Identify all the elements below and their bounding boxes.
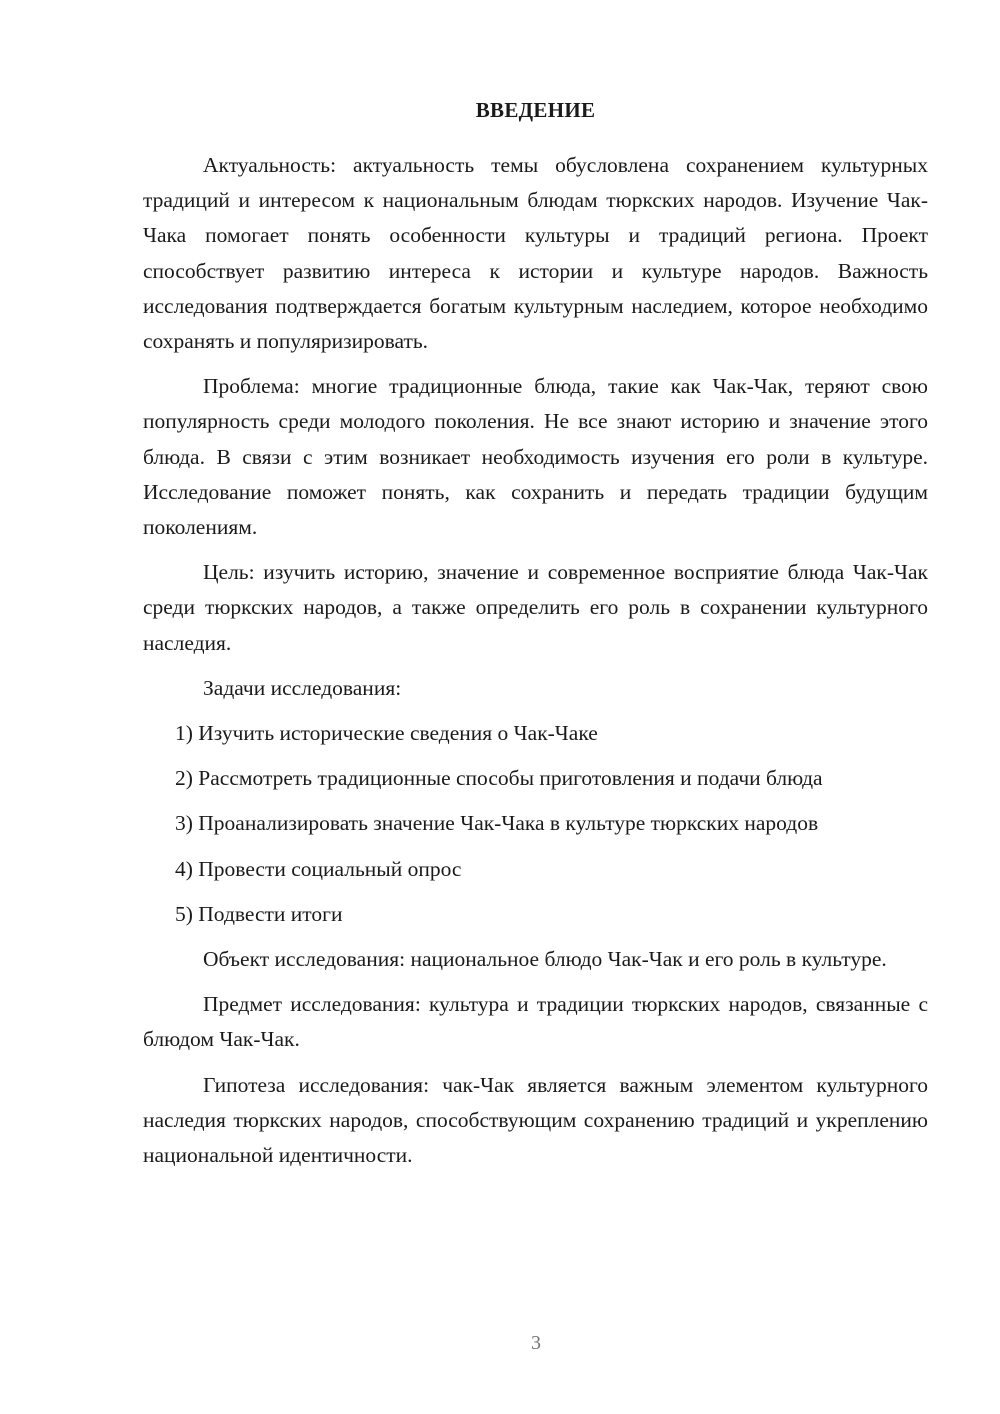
paragraph-object: Объект исследования: национальное блюдо Чак-Чак и его роль в культуре. bbox=[203, 947, 887, 972]
task-item-3: 3) Проанализировать значение Чак-Чака в культуре тюркских народов bbox=[175, 811, 819, 836]
paragraph-goal: Цель: изучить историю, значение и современное восприятие блюда Чак-Чак среди тюркских народов, а также определить его роль в сохранении культурного наследия. bbox=[143, 560, 928, 655]
task-item-1: 1) Изучить исторические сведения о Чак-Чаке bbox=[175, 721, 598, 746]
section-title: ВВЕДЕНИЕ bbox=[475, 98, 596, 122]
paragraph-subject: Предмет исследования: культура и традиции тюркских народов, связанные с блюдом Чак-Чак. bbox=[143, 992, 928, 1052]
tasks-heading: Задачи исследования: bbox=[203, 675, 402, 700]
paragraph-relevance: Актуальность: актуальность темы обусловлена сохранением культурных традиций и интересом к национальным блюдам тюркских народов. Изучение Чак-Чака помогает понять особенности культуры и традиций региона. Проект способствует развитию интереса к истории и культуре народов. Важность исследования подтверждается богатым культурным наследием, которое необходимо сохранять и популяризировать. bbox=[143, 153, 928, 354]
paragraph-hypothesis: Гипотеза исследования: чак-Чак является важным элементом культурного наследия тюркских народов, способствующим сохранению традиций и укреплению национальной идентичности. bbox=[143, 1072, 928, 1168]
task-item-5: 5) Подвести итоги bbox=[175, 901, 343, 926]
page-number: 3 bbox=[531, 1332, 541, 1354]
task-item-2: 2) Рассмотреть традиционные способы приготовления и подачи блюда bbox=[175, 766, 823, 791]
document-body bbox=[143, 93, 928, 1173]
task-item-4: 4) Провести социальный опрос bbox=[175, 856, 462, 881]
paragraph-problem: Проблема: многие традиционные блюда, такие как Чак-Чак, теряют свою популярность среди молодого поколения. Не все знают историю и значение этого блюда. В связи с этим возникает необходимость изучения его роли в культуре. Исследование поможет понять, как сохранить и передать традиции будущим поколениям. bbox=[143, 374, 928, 540]
